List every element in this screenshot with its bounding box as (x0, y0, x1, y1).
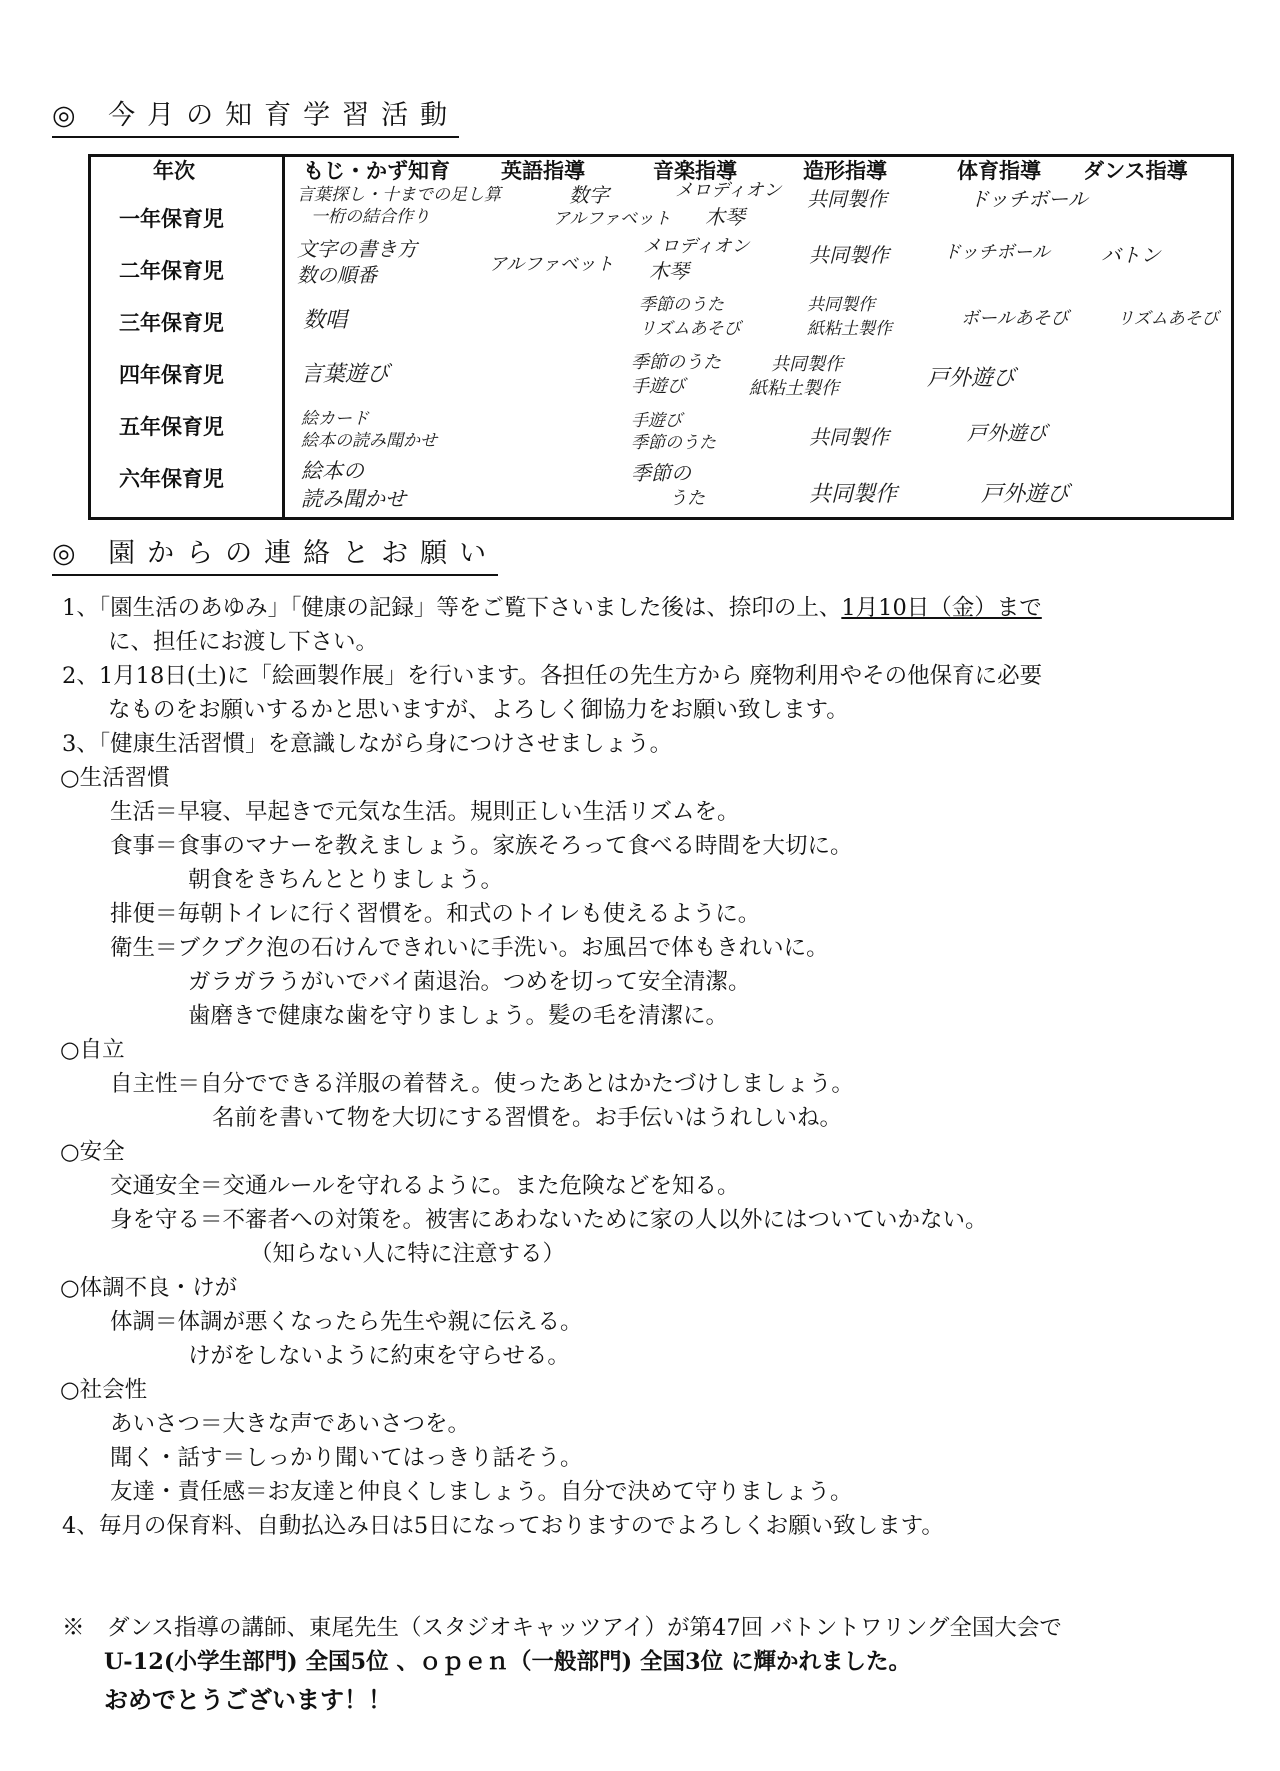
taicho-line-2: けがをしないように約束を守らせる。 (188, 1343, 570, 1369)
header-moji-kazu: もじ・かず知育 (303, 159, 450, 183)
shakai-line-1: あいさつ＝大きな声であいさつを。 (110, 1411, 471, 1437)
header-dance: ダンス指導 (1083, 159, 1188, 183)
cell-ongaku-4a: 季節のうた (631, 352, 721, 373)
cell-eigo-1b: アルファベット (553, 209, 671, 229)
deadline-text: 1月10日（金）まで (841, 595, 1042, 621)
seikatsu-line-6: ガラガラうがいでバイ菌退治。つめを切って安全清潔。 (188, 969, 751, 995)
note-line-1: ※ ダンス指導の講師、東尾先生（スタジオキャッツアイ）が第47回 バトントワリング全国大会で (62, 1615, 1062, 1641)
cell-zokei-5: 共同製作 (809, 425, 889, 449)
cell-taiiku-5: 戸外遊び (967, 421, 1047, 445)
year-label-1: 一年保育児 (119, 207, 224, 231)
jiritsu-line-2: 名前を書いて物を大切にする習慣を。お手伝いはうれしいね。 (212, 1105, 843, 1131)
cell-moji-1a: 言葉探し・十までの足し算 (297, 185, 501, 205)
seikatsu-line-5: 衛生＝ブクブク泡の石けんできれいに手洗い。お風呂で体もきれいに。 (110, 935, 829, 961)
cell-taiiku-1: ドッチボール (969, 187, 1088, 211)
year-label-6: 六年保育児 (119, 467, 224, 491)
jiritsu-line-1: 自主性＝自分でできる洋服の着替え。使ったあとはかたづけしましょう。 (110, 1071, 854, 1097)
cell-ongaku-6b: うた (669, 488, 705, 509)
year-label-4: 四年保育児 (119, 363, 224, 387)
activity-table (88, 154, 1234, 520)
cell-dance-3: リズムあそび (1117, 309, 1219, 329)
year-label-5: 五年保育児 (119, 415, 224, 439)
cell-zokei-3b: 紙粘土製作 (807, 319, 892, 339)
cell-moji-5a: 絵カード (301, 409, 369, 429)
cell-moji-5b: 絵本の読み聞かせ (301, 431, 437, 451)
cell-eigo-1a: 数字 (569, 183, 609, 207)
heading-taicho: ○体調不良・けが (60, 1275, 238, 1301)
cell-moji-3: 数唱 (303, 308, 348, 333)
cell-zokei-1: 共同製作 (807, 187, 887, 211)
heading-jiritsu: ○自立 (60, 1037, 125, 1063)
cell-taiiku-6: 戸外遊び (981, 482, 1070, 507)
anzen-line-1: 交通安全＝交通ルールを守れるように。また危険などを知る。 (110, 1173, 740, 1199)
seikatsu-line-4: 排便＝毎朝トイレに行く習慣を。和式のトイレも使えるように。 (110, 901, 761, 927)
cell-ongaku-2a: メロディオン (643, 236, 750, 257)
cell-zokei-4b: 紙粘土製作 (749, 378, 839, 399)
heading-seikatsu: ○生活習慣 (60, 765, 170, 791)
seikatsu-line-3: 朝食をきちんととりましょう。 (188, 867, 504, 893)
header-music: 音楽指導 (653, 159, 737, 183)
notice-item-1-cont: に、担任にお渡し下さい。 (108, 629, 379, 655)
activities-section-title: ◎ 今月の知育学習活動 (52, 98, 459, 138)
cell-moji-2b: 数の順番 (297, 263, 377, 287)
cell-taiiku-3: ボールあそび (961, 308, 1069, 329)
header-english: 英語指導 (501, 159, 585, 183)
cell-ongaku-6a: 季節の (631, 461, 691, 485)
notice-item-4: 4、毎月の保育料、自動払込み日は5日になっておりますのでよろしくお願い致します。 (62, 1513, 944, 1539)
notice-item-2-cont: なものをお願いするかと思いますが、よろしく御協力をお願い致します。 (108, 697, 849, 723)
heading-anzen: ○安全 (60, 1139, 125, 1165)
cell-moji-6b: 読み聞かせ (301, 487, 406, 511)
note-line-2: U-12(小学生部門) 全国5位 、ｏｐｅｎ（一般部門) 全国3位 に輝かれました。 (104, 1649, 911, 1675)
shakai-line-2: 聞く・話す＝しっかり聞いてはっきり話そう。 (110, 1445, 583, 1471)
cell-dance-2: バトン (1101, 243, 1161, 267)
seikatsu-line-1: 生活＝早寝、早起きで元気な生活。規則正しい生活リズムを。 (110, 799, 740, 825)
seikatsu-line-7: 歯磨きで健康な歯を守りましょう。髪の毛を清潔に。 (188, 1003, 729, 1029)
cell-zokei-2: 共同製作 (809, 243, 889, 267)
anzen-line-2: 身を守る＝不審者への対策を。被害にあわないために家の人以外にはついていかない。 (110, 1207, 988, 1233)
cell-ongaku-4b: 手遊び (631, 376, 685, 397)
heading-shakai: ○社会性 (60, 1377, 148, 1403)
anzen-line-3: （知らない人に特に注意する） (250, 1241, 566, 1267)
cell-ongaku-1a: メロディオン (675, 180, 782, 201)
cell-ongaku-5a: 手遊び (631, 411, 682, 431)
note-line-3: おめでとうございます！！ (104, 1685, 392, 1714)
cell-zokei-6: 共同製作 (809, 482, 898, 507)
cell-zokei-4a: 共同製作 (771, 354, 843, 375)
header-pe: 体育指導 (957, 159, 1041, 183)
cell-moji-6a: 絵本の (301, 459, 364, 483)
taicho-line-1: 体調＝体調が悪くなったら先生や親に伝える。 (110, 1309, 583, 1335)
cell-moji-1b: 一桁の結合作り (311, 207, 430, 227)
cell-zokei-3a: 共同製作 (807, 295, 875, 315)
year-label-2: 二年保育児 (119, 259, 224, 283)
cell-moji-2a: 文字の書き方 (297, 237, 417, 261)
cell-taiiku-4: 戸外遊び (927, 366, 1016, 391)
shakai-line-3: 友達・責任感＝お友達と仲良くしましょう。自分で決めて守りましょう。 (110, 1479, 853, 1505)
cell-ongaku-3a: 季節のうた (639, 295, 724, 315)
year-label-3: 三年保育児 (119, 311, 224, 335)
cell-ongaku-3b: リズムあそび (639, 319, 741, 339)
notice-item-2: 2、1月18日(土)に「絵画製作展」を行います。各担任の先生方から 廃物利用やその他保育に必要 (62, 663, 1043, 689)
notice-item-1-text: 1、「園生活のあゆみ」「健康の記録」等をご覧下さいました後は、捺印の上、 (62, 595, 842, 621)
cell-taiiku-2: ドッチボール (943, 242, 1050, 263)
header-year: 年次 (153, 159, 195, 183)
cell-ongaku-1b: 木琴 (705, 205, 745, 229)
seikatsu-line-2: 食事＝食事のマナーを教えましょう。家族そろって食べる時間を大切に。 (110, 833, 853, 859)
cell-moji-4: 言葉遊び (301, 362, 390, 387)
header-art: 造形指導 (803, 159, 887, 183)
cell-eigo-2: アルファベット (489, 254, 614, 275)
cell-ongaku-5b: 季節のうた (631, 433, 716, 453)
notice-item-3: 3、「健康生活習慣」を意識しながら身につけさせましょう。 (62, 731, 673, 757)
cell-ongaku-2b: 木琴 (649, 259, 689, 283)
notice-item-1 (62, 592, 1042, 624)
notices-section-title: ◎ 園からの連絡とお願い (52, 536, 498, 576)
